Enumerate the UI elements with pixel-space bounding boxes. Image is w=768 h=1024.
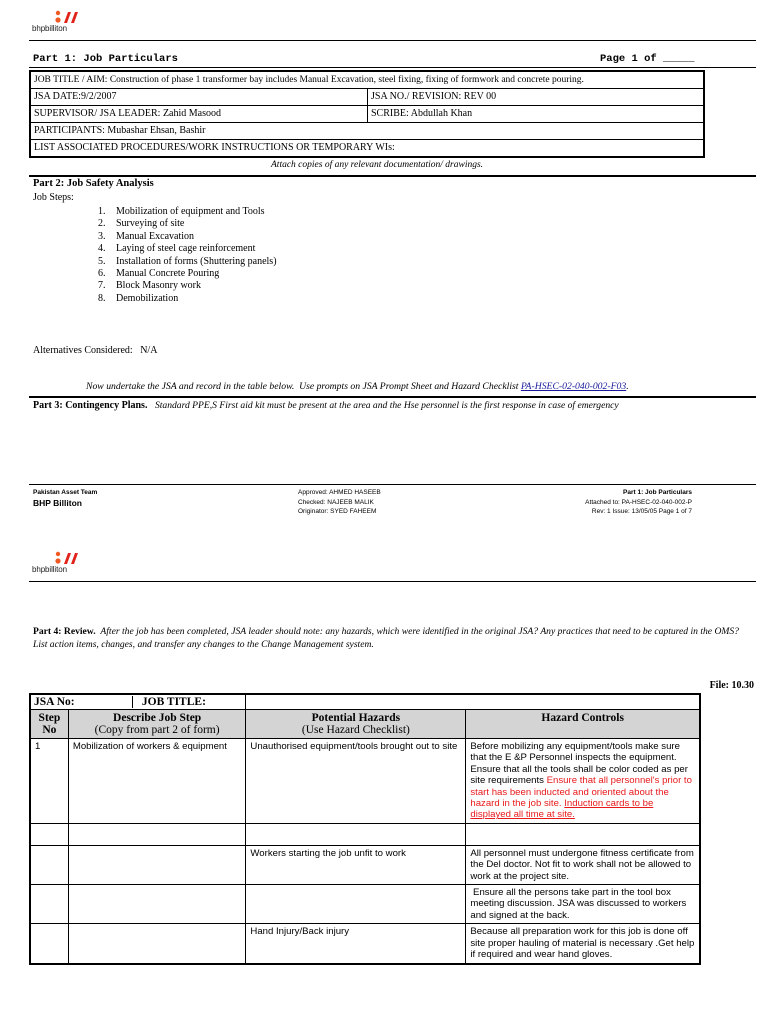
- footer-part-label: Part 1: Job Particulars: [623, 489, 692, 496]
- attach-note: Attach copies of any relevant documentation/ drawings.: [271, 160, 484, 170]
- checklist-link[interactable]: PA-HSEC-02-040-002-F03: [520, 381, 627, 392]
- page-label: Page 1 of _____: [600, 53, 695, 65]
- jsa-date-cell: JSA DATE:9/2/2007: [30, 89, 368, 106]
- header-describe: Describe Job Step (Copy from part 2 of form): [68, 710, 246, 739]
- part4-text: After the job has been completed, JSA leader should note: any hazards, which were identified in the original JSA? Any practices that need to be captured in the OMS? List action items, changes, and transfer any changes to the Change Management system.: [33, 626, 739, 650]
- undertake-note: Now undertake the JSA and record in the table below. Use prompts on JSA Prompt Sheet and Hazard Checklist PA-HSEC-02-040-002-F03.: [86, 381, 629, 392]
- step-cell: 1: [30, 739, 68, 824]
- part3-rule: [29, 396, 756, 398]
- logo-text: bhpbilliton: [32, 565, 67, 574]
- footer-rule: [29, 484, 756, 485]
- control-cell: Before mobilizing any equipment/tools make sure that the E &P Personnel inspects the equipment. Ensure that all the tools shall be color coded as per site requirements Ensure that all personnel's prior to start has been inducted and oriented about the hazard in the job site. Induction cards to be displayed all time at site.: [466, 739, 700, 824]
- footer-originator: Originator: SYED FAHEEM: [298, 508, 377, 515]
- job-title-cell: JOB TITLE / AIM: Construction of phase 1 transformer bay includes Manual Excavation, steel fixing, fixing of formwork and concrete pouring.: [30, 71, 704, 89]
- job-steps-label: Job Steps:: [33, 192, 74, 203]
- list-item: 6. Manual Concrete Pouring: [98, 268, 220, 280]
- list-item: 3. Manual Excavation: [98, 230, 195, 242]
- list-item: 1. Mobilization of equipment and Tools: [98, 206, 265, 217]
- jsa-no-label: JSA No:: [34, 696, 133, 708]
- footer-team: Pakistan Asset Team: [33, 489, 98, 496]
- scribe-cell: SCRIBE: Abdullah Khan: [368, 106, 705, 123]
- participants-cell: PARTICIPANTS: Mubashar Ehsan, Bashir: [30, 123, 704, 140]
- footer-attached: Attached to: PA-HSEC-02-040-002-P: [585, 499, 692, 506]
- file-label: File: 10.30: [709, 680, 754, 691]
- part1-rule: [29, 67, 756, 68]
- part2-rule: [29, 175, 756, 177]
- hazard-cell: Unauthorised equipment/tools brought out to site: [246, 739, 466, 824]
- header-rule: [29, 40, 756, 41]
- part3-text: Standard PPE,S First aid kit must be present at the area and the Hse personnel is the first response in case of emergency: [154, 400, 619, 411]
- job-particulars-table: [29, 70, 705, 158]
- job-title-label: JOB TITLE:: [141, 696, 206, 708]
- logo-mark-icon: [54, 9, 82, 25]
- header-hazards: Potential Hazards (Use Hazard Checklist): [246, 710, 466, 739]
- logo-mark-icon: [54, 550, 82, 566]
- list-item: 7. Block Masonry work: [98, 280, 201, 292]
- logo-text: bhpbilliton: [32, 24, 67, 33]
- part4-heading: Part 4: Review.: [33, 626, 96, 637]
- procedures-cell: LIST ASSOCIATED PROCEDURES/WORK INSTRUCTIONS OR TEMPORARY WIs:: [30, 140, 704, 158]
- alternatives-considered: Alternatives Considered: N/A: [33, 345, 158, 356]
- list-item: 2. Surveying of site: [98, 218, 185, 230]
- table-row: [30, 885, 700, 924]
- header-rule-page2: [29, 581, 756, 582]
- hazard-cell: Workers starting the job unfit to work: [246, 845, 466, 884]
- job-title-value: [246, 694, 700, 710]
- list-item: 5. Installation of forms (Shuttering panels): [98, 255, 277, 267]
- control-cell: Ensure all the persons take part in the tool box meeting discussion. JSA was discussed to workers and signed at the back.: [466, 885, 700, 924]
- table-row: [30, 823, 700, 845]
- footer-checked: Checked: NAJEEB MALIK: [298, 499, 374, 506]
- table-row: [30, 924, 700, 964]
- table-row: [30, 845, 700, 884]
- list-item: 8. Demobilization: [98, 292, 179, 304]
- header-step: Step No: [30, 710, 68, 739]
- part3-heading: Part 3: Contingency Plans.: [33, 400, 148, 411]
- footer-rev: Rev: 1 Issue: 13/05/05 Page 1 of 7: [591, 508, 692, 515]
- control-cell: All personnel must undergone fitness certificate from the Del doctor. Not fit to work shall not be allowed to work at the project site.: [466, 845, 700, 884]
- header-controls: Hazard Controls: [466, 710, 700, 739]
- bhp-logo-page2: [32, 550, 92, 578]
- jsa-no-title-cell: [30, 694, 246, 710]
- hazard-cell: Hand Injury/Back injury: [246, 924, 466, 964]
- list-item: 4. Laying of steel cage reinforcement: [98, 243, 256, 255]
- footer-approved: Approved: AHMED HASEEB: [298, 489, 381, 496]
- describe-cell: Mobilization of workers & equipment: [68, 739, 246, 824]
- part1-heading: Part 1: Job Particulars: [33, 53, 178, 65]
- job-steps-list: [98, 206, 277, 305]
- table-row: [30, 739, 700, 824]
- jsa-table: [29, 693, 701, 965]
- jsa-no-cell: JSA NO./ REVISION: REV 00: [368, 89, 705, 106]
- supervisor-cell: SUPERVISOR/ JSA LEADER: Zahid Masood: [30, 106, 368, 123]
- control-cell: Because all preparation work for this job is done off site proper hauling of material is necessary .Get help if required and wear hand gloves.: [466, 924, 700, 964]
- footer-company: BHP Billiton: [33, 498, 82, 508]
- bhp-logo: [32, 9, 92, 37]
- part4-section: [33, 626, 748, 651]
- part3-section: [33, 400, 619, 411]
- part2-heading: Part 2: Job Safety Analysis: [33, 178, 154, 189]
